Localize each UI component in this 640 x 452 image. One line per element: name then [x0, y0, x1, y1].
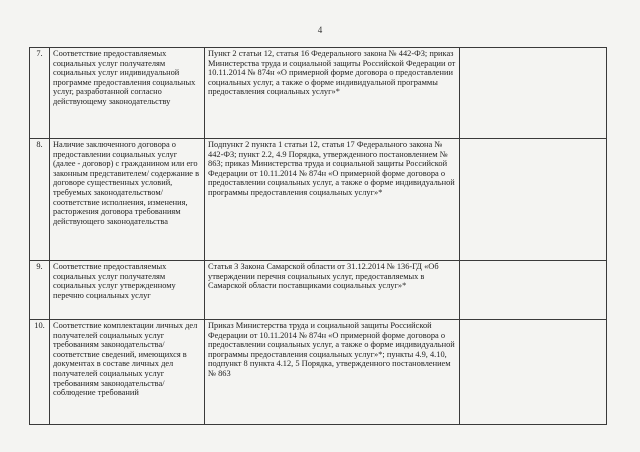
legal-basis-cell: Пункт 2 статьи 12, статья 16 Федерального закона № 442-ФЗ; приказ Министерства труда и социальной защиты Российской Федерации от 10.11.2014 № 874н «О примерной форме договора о предоставлении социальных услуг, а также о форме индивидуальной программы предоставления социальных услуг»* — [205, 48, 460, 139]
table-row — [30, 320, 607, 425]
table-row — [30, 48, 607, 139]
page-number: 4 — [317, 25, 323, 35]
mark-cell — [460, 48, 607, 139]
criteria-table — [29, 47, 607, 425]
mark-cell — [460, 139, 607, 261]
criterion-cell: Наличие заключенного договора о предоставлении социальных услуг (далее - договор) с гражданином или его законным представителем/ содержание в договоре существенных условий, требуемых законодательством/ соответствие исполнения, изменения, расторжения договора требованиям действующего законодательства — [50, 139, 205, 261]
mark-cell — [460, 261, 607, 320]
row-number: 7. — [30, 48, 50, 139]
row-number: 9. — [30, 261, 50, 320]
legal-basis-cell: Подпункт 2 пункта 1 статьи 12, статья 17 Федерального закона № 442-ФЗ; пункт 2.2, 4.9 Порядка, утвержденного постановлением № 863; приказ Министерства труда и социальной защиты Российской Федерации от 10.11.2014 № 874н «О примерной форме договора о предоставлении социальных услуг, а также о форме индивидуальной программы предоставления социальных услуг»* — [205, 139, 460, 261]
table-row — [30, 261, 607, 320]
row-number: 10. — [30, 320, 50, 425]
legal-basis-cell: Статья 3 Закона Самарской области от 31.12.2014 № 136-ГД «Об утверждении перечня социальных услуг, предоставляемых в Самарской области поставщиками социальных услуг»* — [205, 261, 460, 320]
criterion-cell: Соответствие комплектации личных дел получателей социальных услуг требованиям законодательства/ соответствие сведений, имеющихся в документах в составе личных дел получателей социальных услуг требованиям законодательства/ соблюдение требований — [50, 320, 205, 425]
criterion-cell: Соответствие предоставляемых социальных услуг получателям социальных услуг утвержденному перечню социальных услуг — [50, 261, 205, 320]
criterion-cell: Соответствие предоставляемых социальных услуг получателям социальных услуг индивидуальной программе предоставления социальных услуг, разработанной согласно действующему законодательству — [50, 48, 205, 139]
row-number: 8. — [30, 139, 50, 261]
table-row — [30, 139, 607, 261]
mark-cell — [460, 320, 607, 425]
legal-basis-cell: Приказ Министерства труда и социальной защиты Российской Федерации от 10.11.2014 № 874н «О примерной форме договора о предоставлении социальных услуг, а также о форме индивидуальной программы предоставления социальных услуг»*; пункты 4.9, 4.10, подпункт 8 пункта 4.12, 5 Порядка, утвержденного постановлением № 863 — [205, 320, 460, 425]
